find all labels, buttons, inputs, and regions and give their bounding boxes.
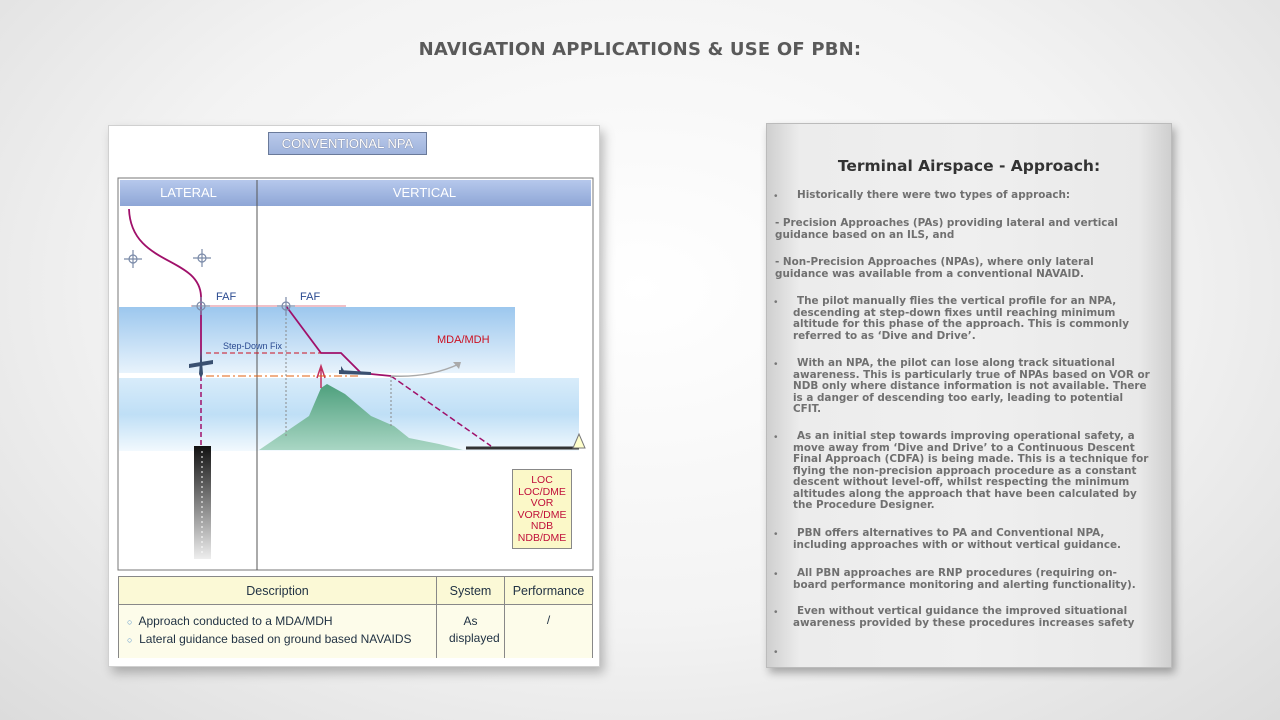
- paragraph: The pilot manually flies the vertical profile for an NPA, descending at step-down fixes until reaching minimum altitude for this phase of the approach. This is commonly referred to as ‘Dive and Drive’.: [793, 295, 1130, 342]
- lateral-header: LATERAL: [160, 185, 217, 200]
- bullet-icon: •: [774, 359, 778, 370]
- vertical-header: VERTICAL: [392, 185, 457, 200]
- navaid-item: VOR/DME: [517, 508, 567, 521]
- navaid-list: [512, 469, 572, 549]
- bullet-icon: •: [774, 607, 778, 618]
- summary-table: [118, 576, 593, 658]
- description-item: ○ Approach conducted to a MDA/MDH: [127, 614, 333, 628]
- paragraph: As an initial step towards improving operational safety, a move away from ‘Dive and Drive’ to a Continuous Descent Final Approach (CDFA) is being made. This is a technique for flying the non-precision approach procedure as a constant descent without level-off, whilst respecting the minimum altitudes along the approach that have been calculated by the Procedure Designer.: [793, 430, 1149, 511]
- bullet-icon: •: [774, 569, 778, 580]
- header-description: Description: [119, 577, 437, 605]
- bullet-icon: •: [774, 647, 778, 658]
- page-title: NAVIGATION APPLICATIONS & USE OF PBN:: [418, 39, 862, 60]
- bullet-icon: •: [774, 529, 778, 540]
- paragraph: - Precision Approaches (PAs) providing lateral and vertical guidance based on an ILS, and: [775, 217, 1118, 241]
- conventional-npa-panel: [108, 125, 600, 667]
- paragraph: - Non-Precision Approaches (NPAs), where only lateral guidance was available from a conventional NAVAID.: [775, 256, 1094, 280]
- step-down-fix-label: Step-Down Fix: [223, 341, 283, 351]
- paragraph: All PBN approaches are RNP procedures (requiring on- board performance monitoring and alerting functionality).: [793, 567, 1136, 591]
- header-system: System: [437, 577, 505, 605]
- system-cell: As displayed: [437, 605, 505, 658]
- navaid-item: VOR: [530, 497, 554, 509]
- panel-title: Terminal Airspace - Approach:: [837, 157, 1101, 175]
- paragraph: Historically there were two types of approach:: [797, 189, 1071, 201]
- faf-label-vertical: FAF: [300, 291, 321, 303]
- bullet-icon: •: [774, 432, 778, 443]
- performance-cell: /: [505, 605, 592, 658]
- paragraph: PBN offers alternatives to PA and Conventional NPA, including approaches with or without vertical guidance.: [793, 527, 1121, 551]
- bullet-icon: •: [774, 191, 778, 202]
- navaid-item: NDB: [530, 520, 554, 532]
- mda-mdh-label: MDA/MDH: [437, 334, 490, 346]
- description-cell: [119, 605, 437, 658]
- navaid-item: LOC/DME: [518, 485, 566, 498]
- navaid-item: LOC: [531, 474, 553, 486]
- paragraph: Even without vertical guidance the improved situational awareness provided by these procedures increases safety: [793, 605, 1135, 629]
- bullet-icon: •: [774, 297, 778, 308]
- header-performance: Performance: [505, 577, 592, 605]
- approach-text-panel: [766, 123, 1172, 668]
- description-item: ○ Lateral guidance based on ground based NAVAIDS: [127, 632, 412, 646]
- faf-label-lateral: FAF: [216, 291, 237, 303]
- diagram-title: CONVENTIONAL NPA: [268, 132, 427, 155]
- paragraph: With an NPA, the pilot can lose along track situational awareness. This is particularly true of NPAs based on VOR or NDB only where distance information is not available. There is a danger of descending too early, leading to potential CFIT.: [793, 357, 1150, 415]
- navaid-item: NDB/DME: [517, 531, 567, 544]
